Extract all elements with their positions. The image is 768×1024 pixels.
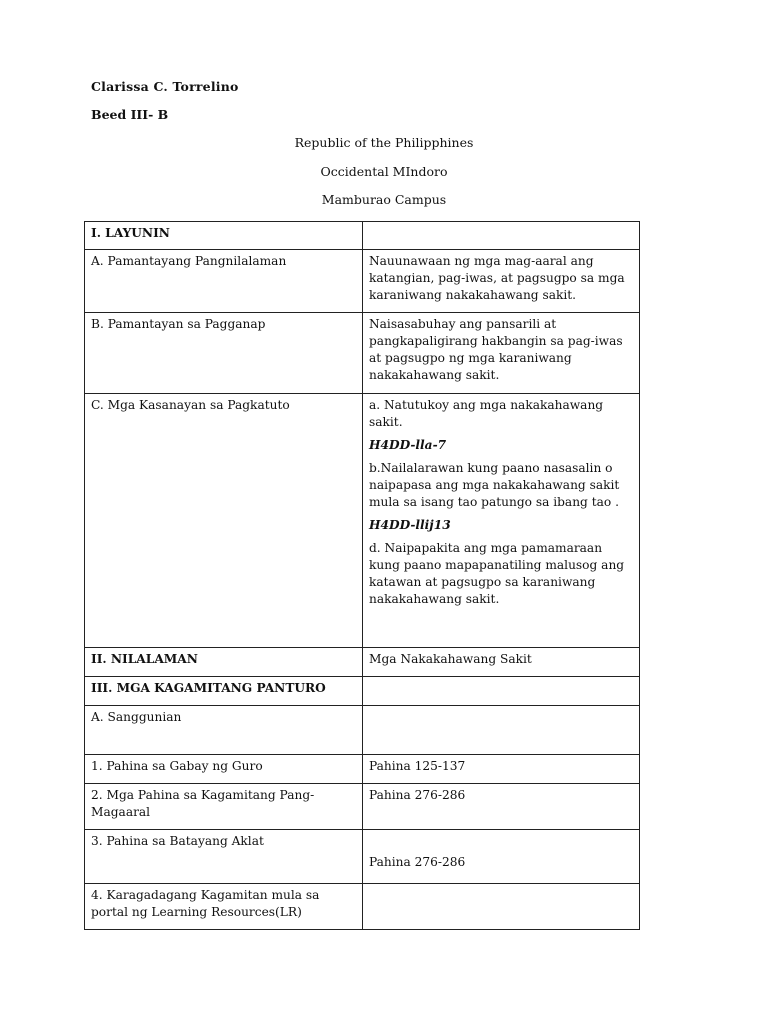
- table-row: [85, 250, 640, 313]
- row-label-portal: 4. Karagadagang Kagamitan mula sa portal ng Learning Resources(LR): [85, 884, 363, 930]
- kasanayan-item-d: d. Naipapakita ang mga pamamaraan kung paano mapapanatiling malusog ang katawan at pagsugpo sa karaniwang nakakahawang sakit.: [369, 541, 625, 606]
- author-name: Clarissa C. Torrelino: [91, 79, 239, 94]
- row-value-kagamitang-mag-aaral: Pahina 276-286: [363, 784, 640, 830]
- row-label-sanggunian: A. Sanggunian: [85, 706, 363, 755]
- row-value-layunin: [363, 222, 640, 250]
- table-row: [85, 784, 640, 830]
- header-province: Occidental MIndoro: [320, 164, 448, 179]
- row-label-kagamitang-mag-aaral: 2. Mga Pahina sa Kagamitang Pang-Magaaral: [85, 784, 363, 830]
- table-row: [85, 830, 640, 884]
- row-value-pamantayang-pangnilalaman: Nauunawaan ng mga mag-aaral ang katangian, pag-iwas, at pagsugpo sa mga karaniwang nakakahawang sakit.: [363, 250, 640, 313]
- header-country: Republic of the Philipphines: [294, 135, 474, 150]
- table-row: [85, 394, 640, 648]
- table-row: [85, 313, 640, 394]
- header-campus: Mamburao Campus: [321, 192, 447, 207]
- kasanayan-item-a: a. Natutukoy ang mga nakakahawang sakit.: [369, 398, 604, 429]
- row-label-kasanayan: C. Mga Kasanayan sa Pagkatuto: [85, 394, 363, 648]
- row-value-pamantayan-pagganap: Naisasabuhay ang pansarili at pangkapaligirang hakbangin sa pag-iwas at pagsugpo ng mga karaniwang nakakahawang sakit.: [363, 313, 640, 394]
- lesson-plan-table: [84, 221, 640, 930]
- kasanayan-code-2: H4DD-llij13: [369, 518, 451, 532]
- row-label-gabay-guro: 1. Pahina sa Gabay ng Guro: [85, 755, 363, 784]
- row-value-kasanayan: [363, 394, 640, 648]
- row-value-portal: [363, 884, 640, 930]
- table-row: [85, 222, 640, 250]
- row-value-gabay-guro: Pahina 125-137: [363, 755, 640, 784]
- table-row: [85, 755, 640, 784]
- row-label-pamantayan-pagganap: B. Pamantayan sa Pagganap: [85, 313, 363, 394]
- row-value-sanggunian: [363, 706, 640, 755]
- row-label-batayang-aklat: 3. Pahina sa Batayang Aklat: [85, 830, 363, 884]
- table-row: [85, 706, 640, 755]
- row-value-nilalaman: Mga Nakakahawang Sakit: [363, 648, 640, 677]
- class-section: Beed III- B: [91, 107, 169, 122]
- table-row: [85, 648, 640, 677]
- kasanayan-code-1: H4DD-lla-7: [369, 438, 447, 452]
- row-value-kagamitan: [363, 677, 640, 706]
- row-value-batayang-aklat: Pahina 276-286: [363, 830, 640, 884]
- kasanayan-item-b: b.Nailalarawan kung paano nasasalin o naipapasa ang mga nakakahawang sakit mula sa isang tao patungo sa ibang tao .: [369, 461, 620, 509]
- table-row: [85, 884, 640, 930]
- row-label-nilalaman: II. NILALAMAN: [85, 648, 363, 677]
- table-row: [85, 677, 640, 706]
- row-label-kagamitan: III. MGA KAGAMITANG PANTURO: [85, 677, 363, 706]
- row-label-layunin: I. LAYUNIN: [85, 222, 363, 250]
- row-label-pamantayang-pangnilalaman: A. Pamantayang Pangnilalaman: [85, 250, 363, 313]
